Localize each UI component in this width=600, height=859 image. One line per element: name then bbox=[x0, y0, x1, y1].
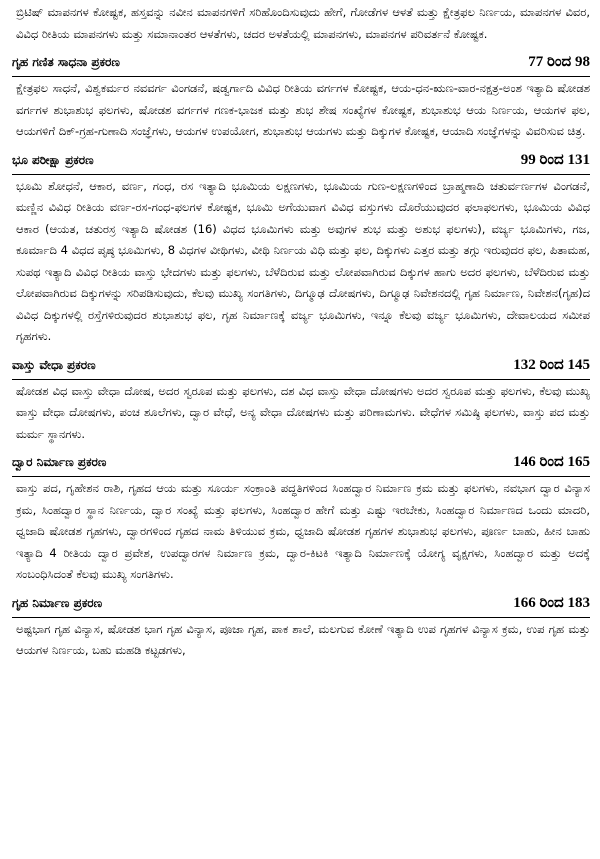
section-page-range: 77 ರಿಂದ 98 bbox=[528, 54, 590, 70]
section-griha-ganita bbox=[12, 53, 590, 143]
section-body: ಭೂಮಿ ಶೋಧನೆ, ಆಕಾರ, ವರ್ಣ, ಗಂಧ, ರಸ ಇತ್ಯಾದಿ ಭೂಮಿಯ ಲಕ್ಷಣಗಳು, ಭೂಮಿಯ ಗುಣ-ಲಕ್ಷಣಗಳಿಂದ ಬ್ರಾಹ್ಮಣಾದಿ ಚತುರ್ವರ್ಣಗಳ ವಿಂಗಡನೆ, ಮಣ್ಣಿನ ವಿವಿಧ ರೀತಿಯ ವರ್ಣ-ರಸ-ಗಂಧ-ಫಲಗಳ ಕೋಷ್ಟಕ, ಭೂಮಿ ಅಗೆಯುವಾಗ ವಿವಿಧ ವಸ್ತುಗಳು ದೊರೆಯುವುದರ ಫಲಾಫಲಗಳು, ಭೂಮಿಯ ವಿವಿಧ ಆಕಾರ (ಆಯತ, ಚತುರಸ್ರ ಇತ್ಯಾದಿ ಷೋಡಶ (16) ವಿಧದ ಭೂಮಿಗಳು ಮತ್ತು ಅವುಗಳ ಶುಭ ಮತ್ತು ಅಶುಭ ಫಲಗಳು), ವರ್ಜ್ಯ ಭೂಮಿಗಳು, ಗಜ, ಕೂರ್ಮಾದಿ 4 ವಿಧದ ಪೃಷ್ಠ ಭೂಮಿಗಳು, 8 ವಿಧಗಳ ವೀಥಿಗಳು, ವೀಥಿ ನಿರ್ಣಯ ವಿಧಿ ಮತ್ತು ಫಲ, ದಿಕ್ಕುಗಳು ಎತ್ತರ ಮತ್ತು ತಗ್ಗು ಇರುವುದರ ಫಲ, ಪಿತಾಮಹ, ಸುಪಥ ಇತ್ಯಾದಿ ವಿವಿಧ ರೀತಿಯ ವಾಸ್ತು ಭೇದಗಳು ಮತ್ತು ಫಲಗಳು, ಬೆಳೆದಿರುವ ಮತ್ತು ಲೋಪವಾಗಿರುವ ದಿಕ್ಕುಗಳ ಹಾಗು ಅದರ ಫಲಗಳು, ಬೆಳೆದಿರುವ ಮತ್ತು ಲೋಪವಾಗಿರುವ ದಿಕ್ಕುಗಳನ್ನು ಸರಿಪಡಿಸುವುದು, ಕೆಲವು ಮುಖ್ಯ ಸಂಗತಿಗಳು, ದಿಗ್ಮೂಢ ದೋಷಗಳು, ದಿಗ್ಮೂಢ ನಿವೇಶನದಲ್ಲಿ ಗೃಹ ನಿರ್ಮಾಣ, ನಿವೇಶನ(ಗೃಹ)ದ ವಿವಿಧ ದಿಕ್ಕುಗಳಲ್ಲಿ ರಸ್ತೆಗಳಿರುವುದರ ಶುಭಾಶುಭ ಫಲ, ಗೃಹ ನಿರ್ಮಾಣಕ್ಕೆ ವರ್ಜ್ಯ ಭೂಮಿಗಳು, ಇನ್ನೂ ಕೆಲವು ವರ್ಜ್ಯ ಭೂಮಿಗಳು, ದೇವಾಲಯದ ಸಮೀಪ ಗೃಹಗಳು. bbox=[16, 178, 590, 343]
section-title: ದ್ವಾರ ನಿರ್ಮಾಣ ಪ್ರಕರಣ bbox=[12, 455, 107, 469]
page bbox=[12, 0, 590, 662]
section-header bbox=[12, 356, 590, 380]
section-page-range: 99 ರಿಂದ 131 bbox=[520, 151, 590, 168]
section-header bbox=[12, 151, 590, 175]
section-vastu-vedha bbox=[12, 356, 590, 446]
section-title: ಗೃಹ ಗಣಿತ ಸಾಧನಾ ಪ್ರಕರಣ bbox=[12, 55, 120, 69]
section-header bbox=[12, 594, 590, 618]
section-bhoo-pareeksha bbox=[12, 151, 590, 348]
section-header bbox=[12, 453, 590, 477]
section-griha-nirmana bbox=[12, 594, 590, 662]
section-page-range: 166 ರಿಂದ 183 bbox=[513, 594, 590, 611]
section-dwara-nirmana bbox=[12, 453, 590, 586]
section-title: ವಾಸ್ತು ವೇಧಾ ಪ್ರಕರಣ bbox=[12, 357, 96, 372]
section-page-range: 146 ರಿಂದ 165 bbox=[513, 454, 590, 470]
section-page-range: 132 ರಿಂದ 145 bbox=[513, 356, 590, 373]
section-title: ಗೃಹ ನಿರ್ಮಾಣ ಪ್ರಕರಣ bbox=[12, 595, 103, 610]
section-body: ಷೋಡಶ ವಿಧ ವಾಸ್ತು ವೇಧಾ ದೋಷ, ಅದರ ಸ್ವರೂಪ ಮತ್ತು ಫಲಗಳು, ದಶ ವಿಧ ವಾಸ್ತು ವೇಧಾ ದೋಷಗಳು ಅದರ ಸ್ವರೂಪ ಮತ್ತು ಫಲಗಳು, ಕೆಲವು ಮುಖ್ಯ ವಾಸ್ತು ವೇಧಾ ದೋಷಗಳು, ಪಂಚ ಶೂಲೆಗಳು, ದ್ವಾರ ವೇಧೆ, ಅನ್ಯ ವೇಧಾ ದೋಷಗಳು ಮತ್ತು ಪರಿಣಾಮಗಳು. ವೇಧೆಗಳ ಸಮಿಷ್ಠಿ ಫಲಗಳು, ವಾಸ್ತು ಪದ ಮತ್ತು ಮರ್ಮ ಸ್ಥಾನಗಳು. bbox=[16, 383, 590, 441]
section-body: ಅಷ್ಟಭಾಗ ಗೃಹ ವಿನ್ಯಾಸ, ಷೋಡಶ ಭಾಗ ಗೃಹ ವಿನ್ಯಾಸ, ಪೂಜಾ ಗೃಹ, ಪಾಕ ಶಾಲೆ, ಮಲಗುವ ಕೋಣೆ ಇತ್ಯಾದಿ ಉಪ ಗೃಹಗಳ ವಿನ್ಯಾಸ ಕ್ರಮ, ಉಪ ಗೃಹ ಮತ್ತು ಆಯಗಳ ನಿರ್ಣಯ, ಬಹು ಮಹಡಿ ಕಟ್ಟಡಗಳು, bbox=[16, 621, 590, 657]
section-title: ಭೂ ಪರೀಕ್ಷಾ ಪ್ರಕರಣ bbox=[12, 152, 94, 167]
section-body: ಕ್ಷೇತ್ರಫಲ ಸಾಧನೆ, ವಿಶ್ವಕರ್ಮರ ನವವರ್ಗ ವಿಂಗಡನೆ, ಷಡ್ವರ್ಗಾದಿ ವಿವಿಧ ರೀತಿಯ ವರ್ಗಗಳ ಕೋಷ್ಟಕ, ಆಯ-ಧನ-ಋಣ-ವಾರ-ನಕ್ಷತ್ರ-ಅಂಶ ಇತ್ಯಾದಿ ಷೋಡಶ ವರ್ಗಗಳ ಶುಭಾಶುಭ ಫಲಗಳು, ಷೋಡಶ ವರ್ಗಗಳ ಗಣಕ-ಭಾಜಕ ಮತ್ತು ಶುಭ ಶೇಷ ಸಂಖ್ಯೆಗಳ ಕೋಷ್ಟಕ, ಶುಭಾಶುಭ ಆಯ ನಿರ್ಣಯ, ಆಯಗಳ ಫಲ, ಆಯಗಳಿಗೆ ದಿಕ್-ಗ್ರಹ-ಗುಣಾದಿ ಸಂಜ್ಞೆಗಳು, ಆಯಗಳ ಉಪಯೋಗ, ಶುಭಾಶುಭ ಆಯಗಳು ಮತ್ತು ದಿಕ್ಕುಗಳ ಕೋಷ್ಟಕ, ಆಯಾದಿ ಸಂಜ್ಞೆಗಳನ್ನು ವಿವರಿಸುವ ಚಿತ್ರ. bbox=[16, 81, 590, 138]
section-body: ವಾಸ್ತು ಪದ, ಗೃಹೇಶನ ರಾಶಿ, ಗೃಹದ ಆಯ ಮತ್ತು ಸೂರ್ಯ ಸಂಕ್ರಾಂತಿ ಪದ್ಧತಿಗಳಿಂದ ಸಿಂಹದ್ವಾರ ನಿರ್ಮಾಣ ಕ್ರಮ ಮತ್ತು ಫಲಗಳು, ನವಭಾಗ ದ್ವಾರ ವಿನ್ಯಾಸ ಕ್ರಮ, ಸಿಂಹದ್ವಾರ ಸ್ಥಾನ ನಿರ್ಣಯ, ದ್ವಾರ ಸಂಖ್ಯೆ ಮತ್ತು ಫಲಗಳು, ಸಿಂಹದ್ವಾರ ಹೇಗೆ ಮತ್ತು ಎಷ್ಟು ಇರಬೇಕು, ಸಿಂಹದ್ವಾರ ನಿರ್ಮಾಣದ ಒಂದು ಮಾದರಿ, ಧ್ವಜಾದಿ ಷೋಡಶ ಗೃಹಗಳು, ದ್ವಾರಗಳಿಂದ ಗೃಹದ ನಾಮ ತಿಳಿಯುವ ಕ್ರಮ, ಧ್ವಜಾದಿ ಷೋಡಶ ಗೃಹಗಳ ಶುಭಾಶುಭ ಫಲಗಳು, ಪೂರ್ಣ ಬಾಹು, ಹೀನ ಬಾಹು ಇತ್ಯಾದಿ 4 ರೀತಿಯ ದ್ವಾರ ಪ್ರವೇಶ, ಉಪದ್ವಾರಗಳ ನಿರ್ಮಾಣ ಕ್ರಮ, ದ್ವಾರ-ಕಿಟಕಿ ಇತ್ಯಾದಿ ನಿರ್ಮಾಣಕ್ಕೆ ಯೋಗ್ಯ ವೃಕ್ಷಗಳು, ಸಿಂಹದ್ವಾರ ಮತ್ತು ಅದಕ್ಕೆ ಸಂಬಂಧಿಸಿದಂತೆ ಕೆಲವು ಮುಖ್ಯ ಸಂಗತಿಗಳು. bbox=[16, 481, 590, 581]
intro-paragraph: ಬ್ರಿಟಿಷ್ ಮಾಪನಗಳ ಕೋಷ್ಟಕ, ಹಸ್ತವನ್ನು ನವೀನ ಮಾಪನಗಳಿಗೆ ಸರಿಹೊಂದಿಸುವುದು ಹೇಗೆ, ಗೋಡೆಗಳ ಆಳತೆ ಮತ್ತು ಕ್ಷೇತ್ರಫಲ ನಿರ್ಣಯ, ಮಾಪನಗಳ ವಿವರ, ವಿವಿಧ ರೀತಿಯ ಮಾಪನಗಳು ಮತ್ತು ಸಮಾನಾಂತರ ಆಳತೆಗಳು, ಚದರ ಅಳತೆಯಲ್ಲಿ ಮಾಪನಗಳು, ಮಾಪನಗಳ ಪರಿವರ್ತನೆ ಕೋಷ್ಟಕ. bbox=[16, 5, 590, 41]
section-header bbox=[12, 53, 590, 77]
